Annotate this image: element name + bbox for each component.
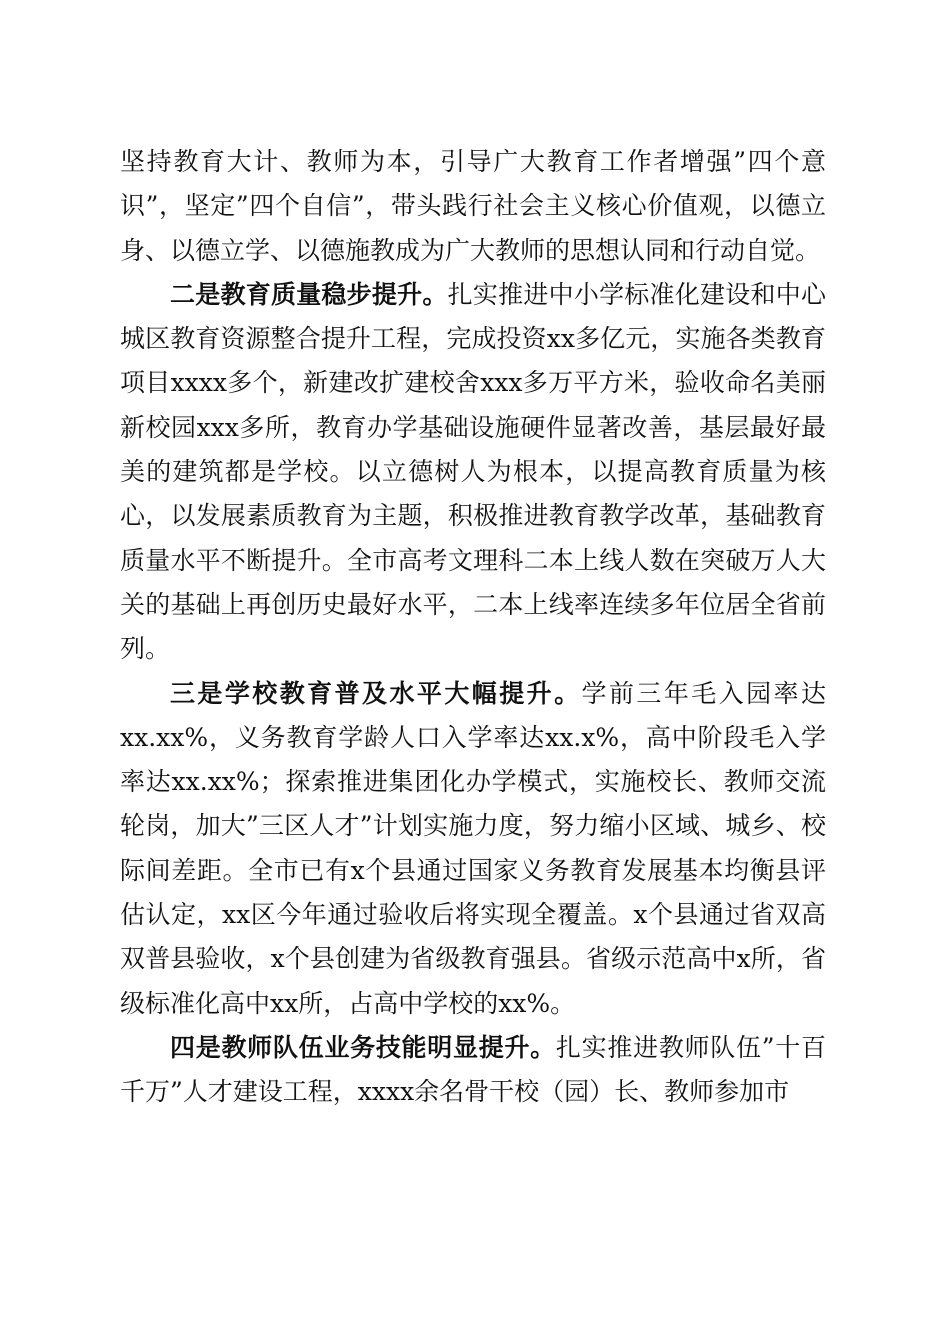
paragraph-continuation	[120, 140, 826, 273]
paragraph-heading: 四是教师队伍业务技能明显提升。	[170, 1032, 556, 1062]
paragraph-text: 扎实推进中小学标准化建设和中心城区教育资源整合提升工程，完成投资xx多亿元，实施各类教育项目xxxx多个，新建改扩建校舍xxx多万平方米，验收命名美丽新校园xxx多所，教育办学基础设施硬件显著改善，基层最好最美的建筑都是学校。以立德树人为根本，以提高教育质量为核心，以发展素质教育为主题，积极推进教育教学改革，基础教育质量水平不断提升。全市高考文理科二本上线人数在突破万人大关的基础上再创历史最好水平，二本上线率连续多年位居全省前列。	[120, 279, 826, 664]
paragraph-education-quality	[120, 273, 826, 672]
paragraph-text: 坚持教育大计、教师为本，引导广大教育工作者增强”四个意识”，坚定”四个自信”，带头践行社会主义核心价值观，以德立身、以德立学、以德施教成为广大教师的思想认同和行动自觉。	[120, 147, 826, 265]
paragraph-text: 学前三年毛入园率达xx.xx%，义务教育学龄人口入学率达xx.x%，高中阶段毛入学率达xx.xx%；探索推进集团化办学模式，实施校长、教师交流轮岗，加大”三区人才”计划实施力度，努力缩小区域、城乡、校际间差距。全市已有x个县通过国家义务教育发展基本均衡县评估认定，xx区今年通过验收后将实现全覆盖。x个县通过省双高双普县验收，x个县创建为省级教育强县。省级示范高中x所，省级标准化高中xx所，占高中学校的xx%。	[120, 678, 826, 1018]
paragraph-education-popularization	[120, 672, 826, 1026]
paragraph-heading: 二是教育质量稳步提升。	[170, 279, 448, 309]
paragraph-teacher-skills	[120, 1026, 826, 1115]
paragraph-text: 扎实推进教师队伍”十百千万”人才建设工程，xxxx余名骨干校（园）长、教师参加市	[120, 1032, 826, 1107]
document-body	[120, 140, 826, 1115]
paragraph-heading: 三是学校教育普及水平大幅提升。	[170, 678, 582, 708]
